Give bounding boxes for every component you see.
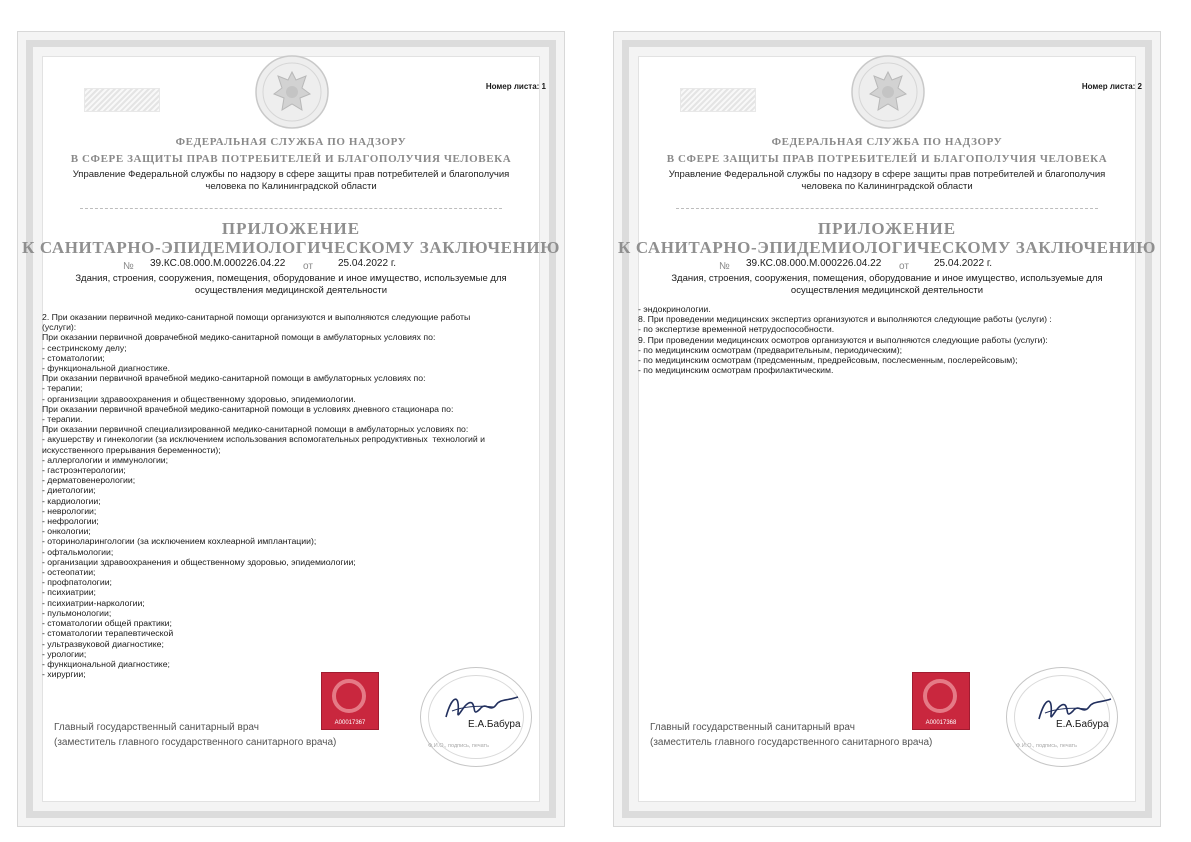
signer-name: Е.А.Бабура: [1056, 719, 1109, 730]
official-title: [54, 720, 336, 750]
department-line-2: человека по Калининградской области: [205, 181, 377, 192]
agency-name-line-2: В СФЕРЕ ЗАЩИТЫ ПРАВ ПОТРЕБИТЕЛЕЙ И БЛАГОПОЛУЧИЯ ЧЕЛОВЕКА: [666, 153, 1108, 165]
appendix-sheet-2: [613, 31, 1161, 827]
conclusion-number: 39.КС.08.000.М.000226.04.22: [746, 258, 882, 269]
hologram-emblem: [923, 679, 957, 713]
hologram-seal-icon: [321, 672, 379, 730]
services-list: - эндокринологии. 8. При проведении медицинских экспертиз организуются и выполняются следующие работы (услуги) : - по экспертизе временной нетрудоспособности. 9. При проведении медицинских осмотров организуются и выполняются следующие работы (услуги): - по медицинским осмотрам (предварительным, периодическим); - по медицинским осмотрам (предсменным, предрейсовым, послесменным, послерейсовым); - по медицинским осмотрам профилактическим.: [638, 304, 1052, 376]
signature-caption: Ф.И.О., подпись, печать: [1016, 743, 1077, 749]
document-title: ПРИЛОЖЕНИЕ: [817, 219, 957, 238]
scope-description: [644, 273, 1130, 296]
signer-name: Е.А.Бабура: [468, 719, 521, 730]
department-name: [614, 169, 1160, 193]
services-list: 2. При оказании первичной медико-санитарной помощи организуются и выполняются следующие работы (услуги): При оказании первичной доврачебной медико-санитарной помощи в амбулаторных условиях по: - сестринскому делу; - стоматологии; - функциональной диагностике. При оказании первичной врачебной медико-санитарной помощи в амбулаторных условиях по: - терапии; - организации здравоохранения и общественному здоровью, эпидемиологии. При оказании первичной врачебной медико-санитарной помощи в условиях дневного стационара по: - терапии. При оказании первичной специализированной медико-санитарной помощи в амбулаторных условиях по: - акушерству и гинекологии (за исключением использования вспомогательных репродуктивных технологий и искусственного прерывания беременности); - аллергологии и иммунологии; - гастроэнтерологии; - дерматовенерологии; - диетологии; - кардиологии; - неврологии; - нефрологии; - онкологии; - оториноларингологии (за исключением кохлеарной имплантации); - офтальмологии; - организации здравоохранения и общественному здоровью, эпидемиологии; - остеопатии; - профпатологии; - психиатрии; - психиатрии-наркологии; - пульмонологии; - стоматологии общей практики; - стоматологии терапевтической - ультразвуковой диагностике; - урологии; - функциональной диагностике; - хирургии;: [42, 312, 485, 680]
conclusion-number-row: [18, 258, 564, 272]
conclusion-number: 39.КС.08.000.М.000226.04.22: [150, 258, 286, 269]
number-label: №: [719, 261, 730, 272]
conclusion-date: 25.04.2022 г.: [934, 258, 993, 269]
official-title: [650, 720, 932, 750]
sheet-number: Номер листа: 1: [485, 82, 546, 91]
scope-line-1: Здания, строения, сооружения, помещения, оборудование и иное имущество, используемые для: [75, 273, 507, 284]
hologram-emblem: [332, 679, 366, 713]
conclusion-date: 25.04.2022 г.: [338, 258, 397, 269]
scope-line-1: Здания, строения, сооружения, помещения, оборудование и иное имущество, используемые для: [671, 273, 1103, 284]
official-line-2: (заместитель главного государственного санитарного врача): [650, 737, 933, 748]
document-title: ПРИЛОЖЕНИЕ: [221, 219, 361, 238]
divider: [676, 208, 1098, 209]
appendix-sheet-1: [17, 31, 565, 827]
scope-line-2: осуществления медицинской деятельности: [194, 284, 388, 296]
agency-name: [614, 134, 1160, 168]
coat-of-arms-emblem-icon: [250, 52, 334, 132]
agency-name-line-1: ФЕДЕРАЛЬНАЯ СЛУЖБА ПО НАДЗОРУ: [175, 136, 407, 148]
department-name: [18, 169, 564, 193]
divider: [80, 208, 502, 209]
date-label: от: [899, 261, 909, 272]
coat-of-arms-emblem-icon: [846, 52, 930, 132]
agency-name-line-1: ФЕДЕРАЛЬНАЯ СЛУЖБА ПО НАДЗОРУ: [771, 136, 1003, 148]
number-label: №: [123, 261, 134, 272]
document-subtitle: К САНИТАРНО-ЭПИДЕМИОЛОГИЧЕСКОМУ ЗАКЛЮЧЕНИЮ: [22, 238, 560, 257]
department-line-1: Управление Федеральной службы по надзору в сфере защиты прав потребителей и благополучия: [72, 169, 510, 180]
hologram-seal-icon: [912, 672, 970, 730]
scope-description: [48, 273, 534, 296]
official-line-2: (заместитель главного государственного санитарного врача): [54, 737, 337, 748]
date-label: от: [303, 261, 313, 272]
sheet-number: Номер листа: 2: [1081, 82, 1142, 91]
hologram-number: А00017367: [334, 720, 366, 726]
conclusion-number-row: [614, 258, 1160, 272]
department-line-1: Управление Федеральной службы по надзору в сфере защиты прав потребителей и благополучия: [668, 169, 1106, 180]
scope-line-2: осуществления медицинской деятельности: [790, 284, 984, 296]
document-subtitle: К САНИТАРНО-ЭПИДЕМИОЛОГИЧЕСКОМУ ЗАКЛЮЧЕНИЮ: [618, 238, 1156, 257]
hologram-number: А00017368: [925, 720, 957, 726]
security-hatch-pattern: [680, 88, 756, 112]
agency-name: [18, 134, 564, 168]
security-hatch-pattern: [84, 88, 160, 112]
department-line-2: человека по Калининградской области: [801, 181, 973, 192]
agency-name-line-2: В СФЕРЕ ЗАЩИТЫ ПРАВ ПОТРЕБИТЕЛЕЙ И БЛАГОПОЛУЧИЯ ЧЕЛОВЕКА: [70, 153, 512, 165]
signature-caption: Ф.И.О., подпись, печать: [428, 743, 489, 749]
official-line-1: Главный государственный санитарный врач: [650, 722, 855, 733]
official-line-1: Главный государственный санитарный врач: [54, 722, 259, 733]
